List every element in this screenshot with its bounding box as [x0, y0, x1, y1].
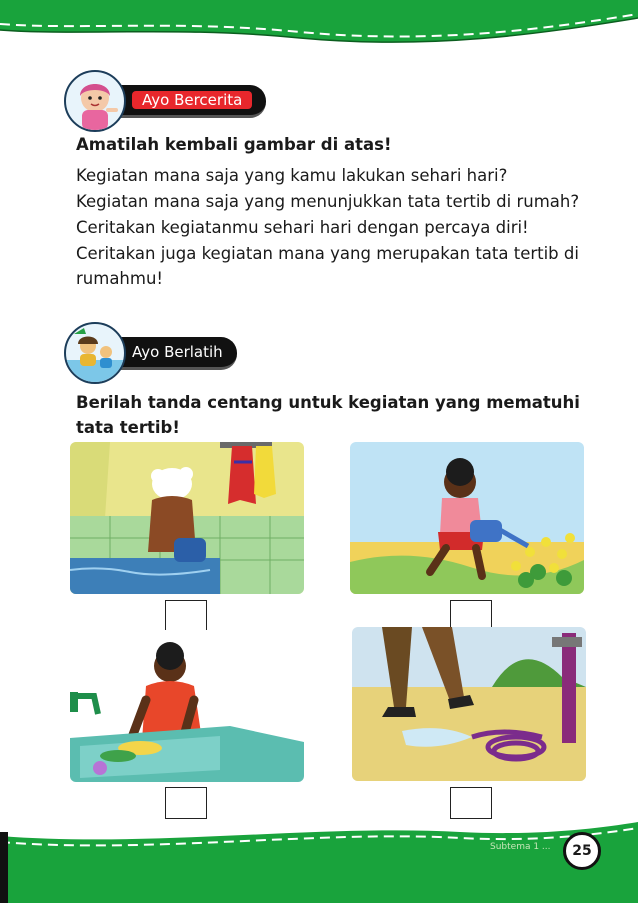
section-title-berlatih: Ayo Berlatih	[106, 337, 237, 370]
top-decorative-band	[0, 0, 638, 60]
section1-body	[76, 132, 596, 292]
watering-plants-picture	[350, 442, 584, 594]
section2-instruction: Berilah tanda centang untuk kegiatan yang mematuhi tata tertib!	[76, 393, 580, 437]
instruction-text: Amatilah kembali gambar di atas!	[76, 135, 392, 154]
paragraph: Ceritakan kegiatanmu sehari hari dengan percaya diri!	[76, 218, 529, 237]
bathing-picture	[70, 442, 304, 594]
checkbox-washing-dishes[interactable]	[165, 787, 207, 819]
children-activity-icon	[64, 322, 126, 384]
bottom-decorative-band	[0, 818, 638, 903]
section-title-text: Ayo Bercerita	[132, 91, 252, 109]
checkbox-bathing[interactable]	[165, 600, 207, 632]
section-header-bercerita	[64, 70, 266, 132]
washing-dishes-picture	[70, 630, 304, 782]
paragraph: Kegiatan mana saja yang kamu lakukan sehari hari?	[76, 166, 508, 185]
section-title-bercerita	[106, 85, 266, 118]
paragraph: Ceritakan juga kegiatan mana yang merupakan tata tertib di rumahmu!	[76, 244, 579, 288]
section-header-berlatih	[64, 322, 237, 384]
page-number: 25	[563, 832, 601, 870]
paragraph: Kegiatan mana saja yang menunjukkan tata tertib di rumah?	[76, 192, 580, 211]
footer-label: Subtema 1 ...	[490, 842, 551, 852]
checkbox-running-tap[interactable]	[450, 787, 492, 819]
girl-pointing-icon	[64, 70, 126, 132]
running-tap-picture	[352, 627, 586, 781]
